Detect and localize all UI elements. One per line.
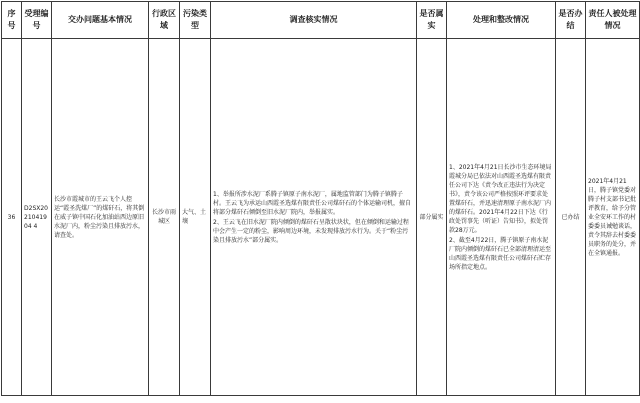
header-handling: 处理和整改情况 xyxy=(447,2,556,39)
table-row xyxy=(2,39,640,396)
header-seq: 序号 xyxy=(2,2,22,39)
cell-case-no: D2SX2021041904 4 xyxy=(22,39,52,396)
header-pollution-type: 污染类型 xyxy=(180,2,211,39)
investigation-paragraph: 1、举报所涉水泥厂系腾子镇原子南水泥厂，属地监管部门为腾子镇腾子村。王云飞为承运山西霞圣选煤有限责任公司煤矸石的个体运输司机，擅自将部分煤矸石倾倒至旧水泥厂院内，举报属实。 xyxy=(213,190,412,216)
handling-paragraph: 1、2021年4月21日长沙市生态环境局霞城分局已依法对山西霞圣选煤有限责任公司下达《责令改正违法行为决定书》，责令该公司严格按照环评要求处置煤矸石，并迅速清理原子南水泥厂内的煤矸石。2021年4月22日下达《行政处罚事先（听证）告知书》，拟处罚款28万元。 xyxy=(449,163,552,234)
header-basic-info: 交办问题基本情况 xyxy=(52,2,149,39)
cell-accountability: 2021年4月21日，腾子镇党委对腾子村支部书记批评教育，给予分管业全安环工作的村委委员诫勉谈话，责令其辞去村委委员职务的处分，并在全镇通报。 xyxy=(586,39,640,396)
header-case-no: 受理编号 xyxy=(22,2,52,39)
cell-seq: 36 xyxy=(2,39,22,396)
header-completed: 是否办结 xyxy=(556,2,586,39)
cell-basic-info: 长沙市霞城市的王云飞个人控运“霞圣洗煤厂”的煤矸石，将其倒在威子镇中国石化加油站西边原旧水泥厂内，粉尘污染且排放污水，请查处。 xyxy=(52,39,149,396)
cell-verified: 部分属实 xyxy=(417,39,447,396)
cell-completed: 已办结 xyxy=(556,39,586,396)
cell-handling xyxy=(447,39,556,396)
complaint-table xyxy=(1,1,640,396)
header-investigation: 调查核实情况 xyxy=(211,2,417,39)
cell-investigation xyxy=(211,39,417,396)
handling-paragraph: 2、截至4月22日，腾子镇原子南水泥厂院内倾倒的煤矸石已全部清理清运至山西霞圣选煤有限责任公司煤矸石贮存场所指定地点。 xyxy=(449,236,552,271)
investigation-paragraph: 2、王云飞在旧水泥厂院内倾倒的煤矸石呈散状块状，但在倾倒和运输过程中会产生一定的粉尘，影响周边环境，未发现排放污水行为。关于“粉尘污染且排放污水”部分属实。 xyxy=(213,218,409,244)
cell-district: 长沙市雨城区 xyxy=(149,39,180,396)
header-row xyxy=(2,2,640,39)
header-district: 行政区域 xyxy=(149,2,180,39)
header-verified: 是否属实 xyxy=(417,2,447,39)
header-accountability: 责任人被处理情况 xyxy=(586,2,640,39)
cell-pollution-type: 大气、土壤 xyxy=(180,39,211,396)
